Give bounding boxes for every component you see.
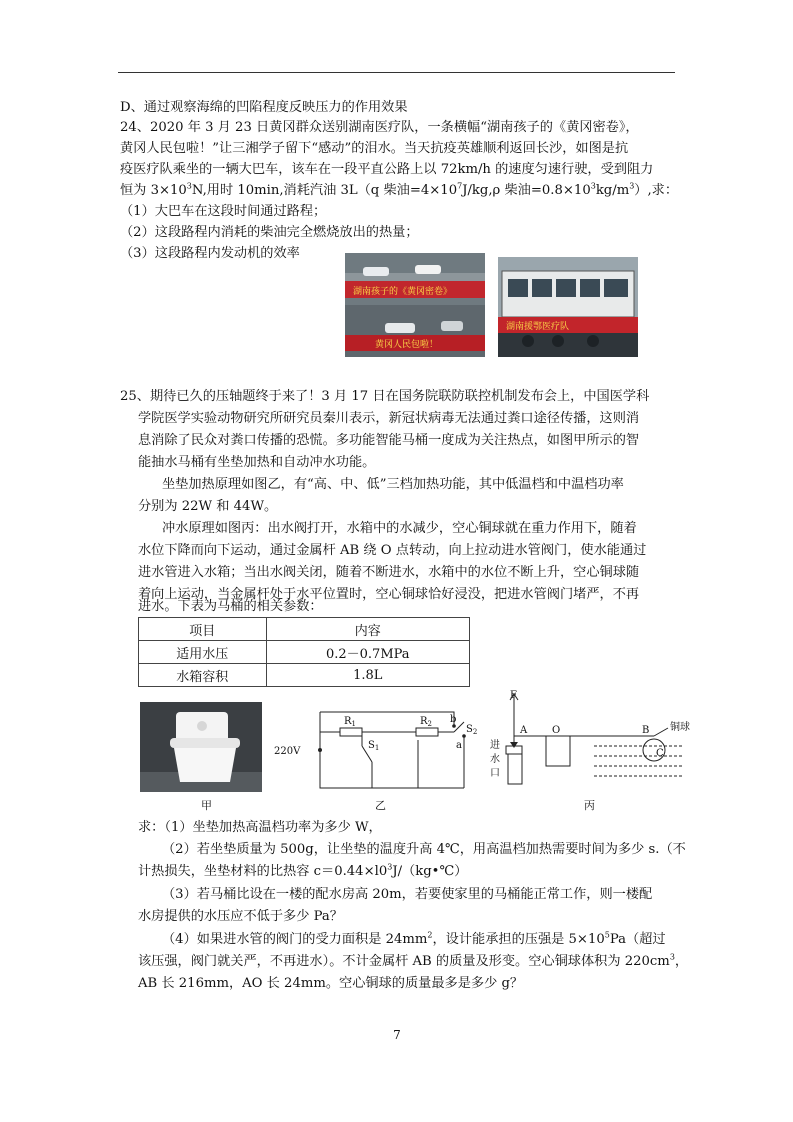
- s2-label: $S_2$: [466, 724, 478, 736]
- table-cell: 1.8L: [266, 664, 469, 687]
- option-d: D、通过观察海绵的凹陷程度反映压力的作用效果: [120, 100, 408, 115]
- q25-line-1: 25、期待已久的压轴题终于来了！3 月 17 日在国务院联防联控机制发布会上，中国医学科: [120, 389, 650, 404]
- ask-4-line-2: 该压强，阀门就关严，不再进水）。不计金属杆 AB 的质量及形变。空心铜球体积为 $220cm^3$，: [138, 952, 689, 969]
- q24-photo-right: [498, 257, 638, 357]
- q25-line-10: 着向上运动，当金属杆处于水平位置时，空心铜球恰好浸没，把进水管阀门堵严，不再: [138, 587, 640, 602]
- ask-2-line-1: （2）若坐垫质量为 500g，让坐垫的温度升高 4℃，用高温档加热需要时间为多少 s.（不: [162, 842, 686, 857]
- inlet-label-2: 水: [490, 754, 500, 765]
- figure-jia-label: 甲: [201, 799, 212, 812]
- banner-text-1: 湖南孩子的《黄冈密卷》: [353, 287, 453, 297]
- table-row: [139, 641, 470, 664]
- point-a-label: A: [520, 725, 528, 736]
- params-table: [138, 617, 470, 687]
- q25-line-9: 进水管进入水箱；当出水阀关闭，随着不断进水，水箱中的水位不断上升，空心铜球随: [138, 565, 640, 580]
- q25-line-2: 学院医学实验动物研究所研究员秦川表示，新冠状病毒无法通过粪口途径传播，这则消: [138, 411, 640, 426]
- a-terminal-label: a: [456, 740, 462, 751]
- page-number: 7: [393, 1028, 401, 1042]
- r1-label: $R_1$: [344, 716, 356, 728]
- q24-sub-1: （1）大巴车在这段时间通过路程；: [120, 204, 327, 219]
- table-row: [139, 664, 470, 687]
- ask-3-line-2: 水房提供的水压应不低于多少 Pa？: [138, 909, 343, 924]
- q24-line-2: 黄冈人民包啦！”让三湘学子留下“感动”的泪水。当天抗疫英雄顺利返回长沙，如图是抗: [120, 141, 629, 156]
- table-cell: 0.2－0.7MPa: [266, 641, 469, 664]
- q24-sub-3: （3）这段路程内发动机的效率: [120, 246, 300, 261]
- table-cell: 适用水压: [139, 641, 267, 664]
- b-terminal-label: b: [450, 714, 457, 725]
- q25-line-5: 坐垫加热原理如图乙，有“高、中、低”三档加热功能，其中低温档和中温档功率: [162, 477, 624, 492]
- force-f-label: F: [510, 690, 517, 701]
- table-cell: 水箱容积: [139, 664, 267, 687]
- table-header-row: [139, 618, 470, 641]
- q25-line-3: 息消除了民众对粪口传播的恐慌。多功能智能马桶一度成为关注热点，如图甲所示的智: [138, 433, 640, 448]
- q25-line-6: 分别为 22W 和 44W。: [138, 499, 278, 514]
- q24-line-1: 24、2020 年 3 月 23 日黄冈群众送别湖南医疗队，一条横幅“湖南孩子的《黄冈密卷》，: [120, 120, 639, 135]
- q25-line-8: 水位下降而向下运动，通过金属杆 AB 绕 O 点转动，向上拉动进水管阀门，使水能通过: [138, 543, 647, 558]
- q24-sub-2: （2）这段路程内消耗的柴油完全燃烧放出的热量；: [120, 225, 419, 240]
- ask-3-line-1: （3）若马桶比设在一楼的配水房高 20m，若要使家里的马桶能正常工作，则一楼配: [162, 887, 653, 902]
- q25-line-11: 进水。下表为马桶的相关参数：: [138, 599, 323, 614]
- q25-line-7: 冲水原理如图丙：出水阀打开，水箱中的水减少，空心铜球就在重力作用下，随着: [162, 521, 637, 536]
- banner-text-3: 湖南援鄂医疗队: [506, 322, 570, 332]
- inlet-label-3: 口: [490, 768, 500, 779]
- q24-photo-left: [345, 253, 485, 357]
- q25-line-4: 能抽水马桶有坐垫加热和自动冲水功能。: [138, 455, 376, 470]
- point-o-label: O: [552, 725, 561, 736]
- point-b-label: B: [642, 725, 650, 736]
- figure-bing-label: 丙: [584, 799, 595, 812]
- ball-label: 铜球: [670, 722, 690, 733]
- inlet-label-1: 进: [490, 740, 500, 751]
- figure-yi-circuit: [268, 700, 478, 800]
- figure-yi-label: 乙: [375, 799, 386, 812]
- s1-label: $S_1$: [368, 740, 380, 752]
- q24-line-3: 疫医疗队乘坐的一辆大巴车，该车在一段平直公路上以 72km/h 的速度匀速行驶，受到阻力: [120, 162, 654, 177]
- voltage-label: 220V: [274, 746, 301, 757]
- r2-label: $R_2$: [420, 716, 432, 728]
- figure-jia-toilet: [140, 702, 262, 792]
- q24-line-4: 恒为 $3\times 10^3N$,用时 10min,消耗汽油 3L（q 柴油$=4\times 10^7J/kg,\rho$ 柴油$=0.8\times 10^3kg/m^3$）,求：: [120, 181, 679, 198]
- ask-4-line-3: AB 长 216mm，AO 长 24mm。空心铜球的质量最多是多少 g？: [138, 976, 524, 991]
- table-header-cell: 项目: [139, 618, 267, 641]
- ask-4-line-1: （4）如果进水管的阀门的受力面积是 $24mm^2$，设计能承担的压强是 $5\times 10^5Pa$（超过: [162, 930, 666, 947]
- header-rule: [118, 72, 675, 73]
- ask-2-line-2: 计热损失，坐垫材料的比热容 $c=0.44\times l0^3J/(kg•℃)$: [138, 862, 468, 879]
- banner-text-2: 黄冈人民包啦！: [375, 340, 439, 350]
- ask-1: 求：（1）坐垫加热高温档功率为多少 W，: [138, 820, 382, 835]
- point-c-label: C: [656, 748, 664, 759]
- table-header-cell: 内容: [266, 618, 469, 641]
- figure-bing-lever: [484, 690, 694, 800]
